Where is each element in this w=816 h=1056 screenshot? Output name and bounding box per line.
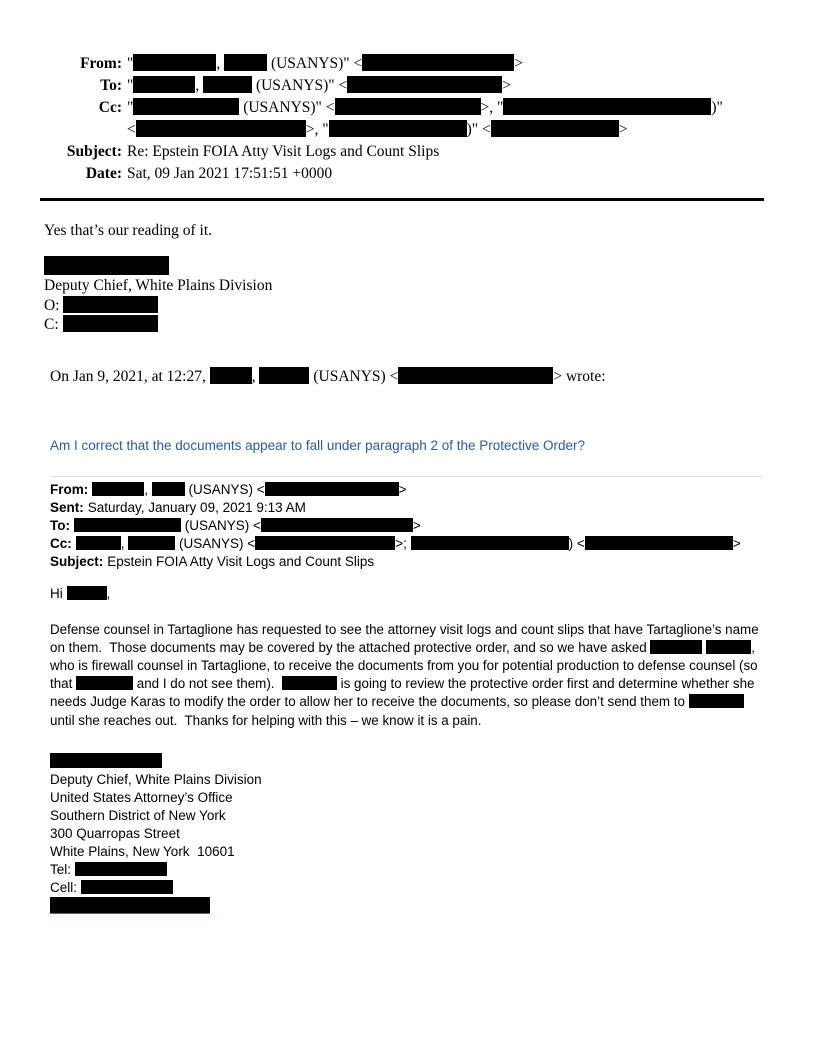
to-label: To: [100,77,122,94]
header-row-subject [44,141,776,163]
redaction-bar [92,482,144,496]
redaction-bar [282,676,337,690]
redaction-bar [44,256,169,275]
quoted-sent-value: Saturday, January 09, 2021 9:13 AM [87,499,306,515]
reply-text: Yes that’s our reading of it. [44,222,213,239]
quoted-cc-label: Cc: [50,535,72,551]
quoted-body-paragraph: Defense counsel in Tartaglione has requested to see the attorney visit logs and count slips that have Tartaglione’s name on them. Those documents may be covered by the attached protective order, and so we have asked , who is firewall counsel in Tartaglione, to receive the documents from you for potential production to defense counsel (so that and I do not see them). is going to review the protective order first and determine whether she needs Judge Karas to modify the order to allow her to receive the documents, so please don’t send them to until she reaches out. Thanks for helping with this – we know it is a pain. [50,621,763,728]
quoted-question-text: Am I correct that the documents appear to fall under paragraph 2 of the Protective Order? [50,437,586,453]
redaction-bar [128,536,175,550]
quoted-subject-value: Epstein FOIA Atty Visit Logs and Count Slips [107,553,375,569]
redaction-bar [362,54,514,71]
header-row-to [44,75,776,97]
signature-office: United States Attorney’s Office [50,789,233,805]
signature-district: Southern District of New York [50,807,226,823]
email-header-top [44,53,776,185]
redaction-bar [491,120,619,137]
signature-tel-line: Tel: [50,861,764,879]
quoted-sent-label: Sent: [50,499,84,515]
sender-name-redaction [44,256,816,277]
from-value: " , (USANYS)" < > [127,55,523,72]
redaction-bar [650,640,702,654]
quoted-header-row-cc [50,535,764,553]
redaction-bar [63,315,158,332]
redaction-bar [210,367,252,384]
quoted-subject-label: Subject: [50,553,104,569]
redacted-email-link [50,897,210,914]
redaction-bar [133,54,216,71]
redaction-bar [347,76,502,93]
redaction-bar [133,76,195,93]
cc-value-continuation: < >, " )" < > [127,121,628,138]
empty-label [44,119,122,141]
redaction-bar [261,518,413,532]
quoted-cc-value: , (USANYS) < >; ) < > [72,536,741,551]
from-label: From: [80,55,122,72]
quoted-header-row-from [50,481,764,499]
cell-phone-line: C: [44,315,816,335]
cc-value: " (USANYS)" < >, " )" [127,99,723,116]
signature-city: White Plains, New York 10601 [50,843,235,859]
quoted-from-value: , (USANYS) < > [88,482,406,497]
redaction-bar [255,536,395,550]
quoted-signature-block [50,753,764,917]
redaction-bar [74,518,181,532]
header-row-cc-continuation [44,119,776,141]
redaction-bar [259,367,309,384]
header-row-cc [44,97,776,119]
signature-street: 300 Quarropas Street [50,825,180,841]
redaction-bar [136,120,306,137]
redaction-bar [76,676,133,690]
header-divider-rule [40,198,764,201]
date-label: Date: [85,165,122,182]
header-row-date [44,163,776,185]
signature-cell-line: Cell: [50,879,764,897]
redaction-bar [689,694,744,708]
email-header-quoted [50,481,764,571]
quoted-sender-name-redaction [50,753,764,771]
redaction-bar [81,880,173,894]
redaction-bar [265,482,399,496]
office-phone-line: O: [44,296,816,316]
date-value: Sat, 09 Jan 2021 17:51:51 +0000 [127,165,333,182]
redaction-bar [67,586,107,600]
redaction-bar [329,120,467,137]
redaction-bar [706,640,751,654]
redaction-bar [335,98,481,115]
quoted-header-divider [50,476,764,477]
redaction-bar [152,482,185,496]
redaction-bar [63,296,158,313]
redaction-bar [585,536,733,550]
quoted-to-value: (USANYS) < > [70,518,421,533]
to-value: " , (USANYS)" < > [127,77,511,94]
subject-label: Subject: [66,143,122,160]
header-row-from [44,53,776,75]
cc-label: Cc: [98,99,122,116]
quoted-to-label: To: [50,517,70,533]
redaction-bar [75,862,167,876]
signature-title: Deputy Chief, White Plains Division [50,771,262,787]
redaction-bar [503,98,711,115]
subject-value: Re: Epstein FOIA Atty Visit Logs and Count Slips [127,143,440,160]
redaction-bar [411,536,569,550]
quoted-message-attribution: On Jan 9, 2021, at 12:27, , (USANYS) < > wrote: [50,367,606,385]
redaction-bar [203,76,252,93]
quoted-greeting: Hi , [50,585,111,601]
quoted-header-row-subject [50,553,764,571]
redaction-bar [76,536,121,550]
redaction-bar [50,753,162,768]
signature-email-redaction [50,897,764,917]
reply-message [44,220,816,388]
quoted-header-row-to [50,517,764,535]
redaction-bar [398,367,553,384]
quoted-from-label: From: [50,481,89,497]
redaction-bar [224,54,267,71]
sender-title: Deputy Chief, White Plains Division [44,277,273,294]
quoted-header-row-sent [50,499,764,517]
redaction-bar [133,98,239,115]
